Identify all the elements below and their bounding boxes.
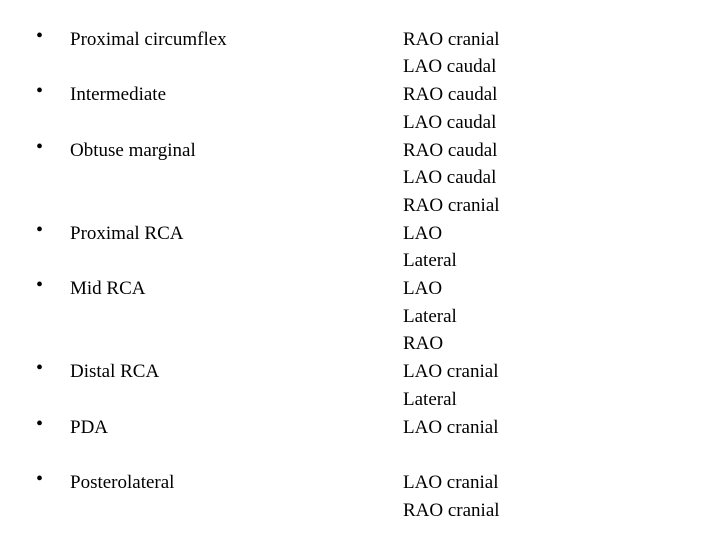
view-label: RAO cranial <box>403 500 500 521</box>
bullet-icon: • <box>36 25 44 47</box>
segment-label: Distal RCA <box>70 361 160 382</box>
view-label: LAO cranial <box>403 417 499 438</box>
view-label: RAO <box>403 333 444 354</box>
segment-label: Intermediate <box>70 84 167 105</box>
segment-label: PDA <box>70 417 109 438</box>
bullet-icon: • <box>36 80 44 102</box>
bullet-icon: • <box>36 468 44 490</box>
view-label: LAO caudal <box>403 167 497 188</box>
segment-label: Mid RCA <box>70 278 146 299</box>
bullet-icon: • <box>36 357 44 379</box>
view-label: RAO cranial <box>403 29 500 50</box>
view-label: RAO caudal <box>403 140 498 161</box>
view-label: Lateral <box>403 250 457 271</box>
bullet-icon: • <box>36 413 44 435</box>
segment-label: Proximal circumflex <box>70 29 227 50</box>
bullet-icon: • <box>36 274 44 296</box>
view-label: LAO <box>403 223 443 244</box>
view-label: LAO caudal <box>403 56 497 77</box>
bullet-icon: • <box>36 136 44 158</box>
view-label: LAO <box>403 278 443 299</box>
segment-label: Proximal RCA <box>70 223 184 244</box>
view-label: LAO cranial <box>403 472 499 493</box>
view-label: RAO caudal <box>403 84 498 105</box>
view-label: LAO caudal <box>403 112 497 133</box>
view-label: LAO cranial <box>403 361 499 382</box>
segment-label: Obtuse marginal <box>70 140 196 161</box>
view-label: Lateral <box>403 306 457 327</box>
view-label: Lateral <box>403 389 457 410</box>
view-label: RAO cranial <box>403 195 500 216</box>
bullet-icon: • <box>36 219 44 241</box>
segment-label: Posterolateral <box>70 472 175 493</box>
